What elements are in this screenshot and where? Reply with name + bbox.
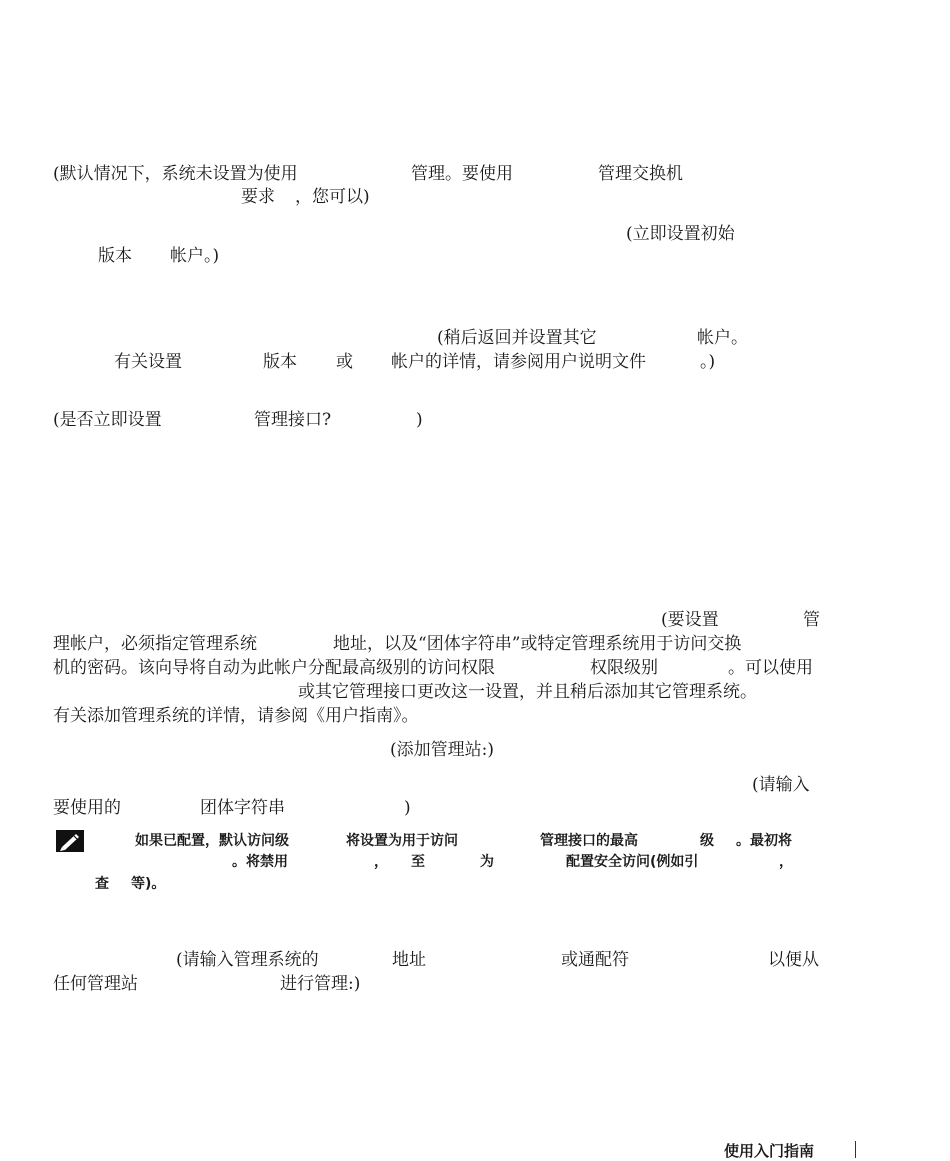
para8-text-3: 或通配符	[561, 950, 629, 970]
pencil-note-icon	[56, 830, 84, 857]
para1-text-1: (默认情况下，系统未设置为使用	[53, 164, 298, 184]
para4-text-2: 管理接口?	[254, 410, 332, 430]
para2-text-3: 帐户。)	[170, 246, 220, 266]
para1-text-4: 要求	[241, 187, 275, 207]
para6-text-1: (添加管理站:)	[390, 740, 494, 760]
para2-text-2: 版本	[98, 246, 132, 266]
para3-text-7: 。)	[700, 352, 716, 372]
note-text-8: 至	[411, 854, 425, 870]
para5-text-9: 有关添加管理系统的详情，请参阅《用户指南》。	[53, 706, 419, 726]
footer-title: 使用入门指南	[724, 1142, 815, 1160]
note-text-1: 如果已配置，默认访问级	[135, 833, 289, 849]
para2-text-1: (立即设置初始	[626, 224, 735, 244]
para5-text-7: 。可以使用	[728, 658, 813, 678]
para5-text-3: 理帐户，必须指定管理系统	[53, 634, 257, 654]
para3-text-4: 版本	[263, 352, 297, 372]
para7-text-1: (请输入	[752, 775, 810, 795]
para4-text-1: (是否立即设置	[53, 410, 162, 430]
para7-text-2: 要使用的	[53, 798, 121, 818]
para7-text-3: 团体字符串	[200, 798, 285, 818]
para5-text-2: 管	[803, 610, 820, 630]
para7-text-4: )	[404, 798, 411, 818]
para3-text-6: 帐户的详情，请参阅用户说明文件	[391, 352, 646, 372]
para5-text-8: 或其它管理接口更改这一设置，并且稍后添加其它管理系统。	[298, 682, 757, 702]
note-text-11: ，	[779, 854, 793, 870]
note-text-6: 。将禁用	[232, 854, 288, 870]
note-text-4: 级	[700, 833, 714, 849]
para8-text-2: 地址	[392, 950, 426, 970]
para5-text-1: (要设置	[661, 610, 719, 630]
footer-divider	[855, 1141, 856, 1158]
para8-text-1: (请输入管理系统的	[176, 950, 319, 970]
para3-text-2: 帐户。	[697, 328, 748, 348]
note-text-13: 等)。	[131, 876, 166, 892]
para3-text-1: (稍后返回并设置其它	[437, 328, 597, 348]
para5-text-6: 权限级别	[590, 658, 658, 678]
para8-text-4: 以便从	[768, 950, 819, 970]
note-text-7: ，	[374, 854, 388, 870]
note-text-2: 将设置为用于访问	[346, 833, 458, 849]
note-text-9: 为	[480, 854, 494, 870]
para1-text-3: 管理交换机	[598, 164, 683, 184]
para1-text-5: ，您可以)	[295, 187, 370, 207]
para5-text-4: 地址，以及“团体字符串”或特定管理系统用于访问交换	[333, 634, 742, 654]
note-text-10: 配置安全访问(例如引	[566, 854, 699, 870]
note-text-5: 。最初将	[736, 833, 792, 849]
para3-text-3: 有关设置	[114, 352, 182, 372]
para8-text-6: 进行管理:)	[280, 974, 361, 994]
para4-text-3: )	[416, 410, 423, 430]
para8-text-5: 任何管理站	[53, 974, 138, 994]
note-text-12: 查	[95, 876, 109, 892]
para5-text-5: 机的密码。该向导将自动为此帐户分配最高级别的访问权限	[53, 658, 495, 678]
note-text-3: 管理接口的最高	[540, 833, 638, 849]
para1-text-2: 管理。要使用	[411, 164, 513, 184]
para3-text-5: 或	[336, 352, 353, 372]
